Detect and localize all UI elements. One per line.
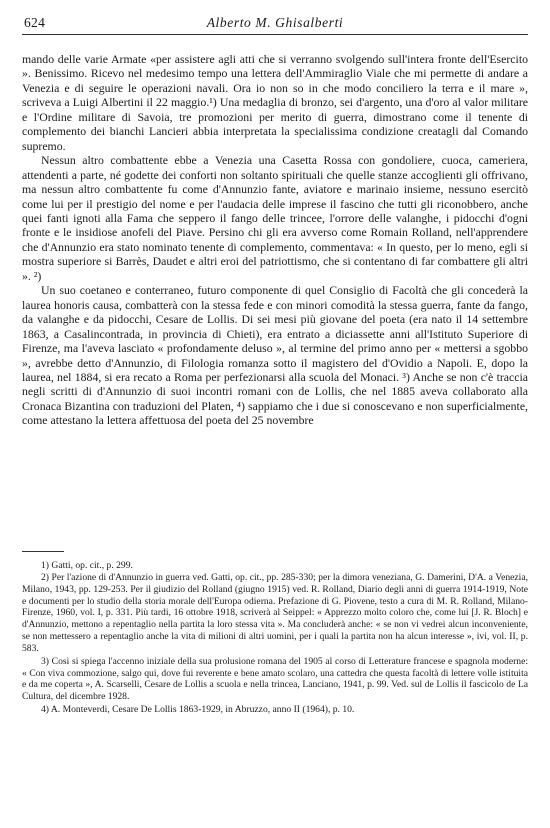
body-text — [22, 52, 528, 428]
running-head: Alberto M. Ghisalberti — [206, 15, 344, 30]
page-header — [22, 12, 528, 35]
footnote: 2) Per l'azione di d'Annunzio in guerra ved. Gatti, op. cit., pp. 285-330; per la dimora veneziana, G. Damerini, D'A. a Venezia, Milano, 1943, pp. 129-253. Per il giudizio del Rolland (giugno 1915) ved. R. Rolland, Diario degli anni di guerra 1914-1919, Note e documenti per lo studio della storia morale dell'Europa odierna. Prefazione di G. Piovene, testo a cura di M. R. Rolland, Milano-Firenze, 1960, vol. I, p. 331. Più tardi, 16 ottobre 1918, scriverà al Seippel: « Apprezzo molto coloro che, come lui [J. R. Bloch] e d'Annunzio, mettono a repentaglio nella partita la loro stessa vita ». Ma concluderà anche: « se non vi vedrei alcun inconveniente, se non mettessero a repentaglio anche la vita di milioni di altri uomini, per i quali la partita non ha alcun interesse », ivi, vol. II, p. 583. — [22, 571, 528, 654]
paragraph: mando delle varie Armate «per assistere agli atti che si verranno svolgendo sull'intera fronte dell'Esercito ». Benissimo. Ricevo nel medesimo tempo una lettera dell'Ammiraglio Viale che mi permette di andare a Venezia e di seguire le operazioni navali. Ora io non so in che modo conciliero la terra e il mare », scriveva a Luigi Albertini il 22 maggio.¹) Una medaglia di bronzo, sei d'argento, una d'oro al valor militare e l'Ordine militare di Savoia, tre promozioni per merito di guerra, dimostrano come il tenente di complemento dei bianchi Lancieri abbia interpretata la specialissima condizione creatagli dal Comando supremo. — [22, 52, 528, 153]
footnote: 4) A. Monteverdi, Cesare De Lollis 1863-1929, in Abruzzo, anno II (1964), p. 10. — [41, 704, 355, 716]
footnotes — [22, 560, 528, 716]
page-number: 624 — [24, 15, 46, 30]
footnote: 1) Gatti, op. cit., p. 299. — [41, 560, 133, 571]
paragraph: Nessun altro combattente ebbe a Venezia una Casetta Rossa con gondoliere, cuoca, cameriera, attendenti a parte, né godette dei conforti non soltanto spirituali che quelle stanze accoglienti gli offrivano, ma nessun altro combattente fu come d'Annunzio fante, aviatore e marinaio insieme, nessuno esercitò come lui per il prestigio del nome e per l'audacia delle imprese il fascino che tutti gli riconobbero, anche quei fanti ignoti alla Fama che seppero il fango delle trincee, l'orrore delle valanghe, i pidocchi d'ogni fronte e le insidiose anofeli del Piave. Persino chi gli era avverso come Romain Rolland, nell'apprendere che d'Annunzio era stato nominato tenente di complemento, commentava: « In questo, per lo meno, egli si mostra superiore si Barrès, Daudet e altri eroi del patriottismo, che si contentano di far combattere gli altri ». ²) — [22, 153, 528, 283]
footnote-rule — [22, 551, 64, 552]
paragraph: Un suo coetaneo e conterraneo, futuro componente di quel Consiglio di Facoltà che gli concederà la laurea honoris causa, combatterà con la stessa fede e con minori comodità la stessa guerra, fante da fango, da valanghe e da pidocchi, Cesare de Lollis. Di sei mesi più giovane del poeta (era nato il 14 settembre 1863, a Casalincontrada, in provincia di Chieti), era entrato a diciassette anni all'Istituto Superiore di Firenze, ma l'aveva lasciato « profondamente deluso », al termine del primo anno per « mettersi a sgobbo », avrebbe detto d'Annunzio, di Filologia romanza sotto il magistero del d'Ovidio a Napoli. E, dopo la laurea, nel 1884, si era recato a Roma per perfezionarsi alla scuola del Monaci. ³) Anche se non c'è traccia negli scritti di d'Annunzio di suoi incontri romani con de Lollis, che nel 1885 aveva collaborato alla Cronaca Bizantina con traduzioni del Platen, ⁴) sappiamo che i due si conoscevano e non superficialmente, come attestano la lettera affettuosa del poeta del 25 novembre — [22, 283, 528, 428]
footnote: 3) Così si spiega l'accenno iniziale della sua prolusione romana del 1905 al corso di Letterature francese e spagnola moderne: « Con viva commozione, salgo qui, dove fui reverente e bene amato scolaro, una cattedra che questa facoltà di lettere volle istituita e da me coperta », A. Scarselli, Cesare de Lollis a scuola e nella trincea, Lanciano, 1941, p. 99. Ved. sul de Lollis il fascicolo de La Cultura, del dicembre 1928. — [22, 655, 528, 703]
